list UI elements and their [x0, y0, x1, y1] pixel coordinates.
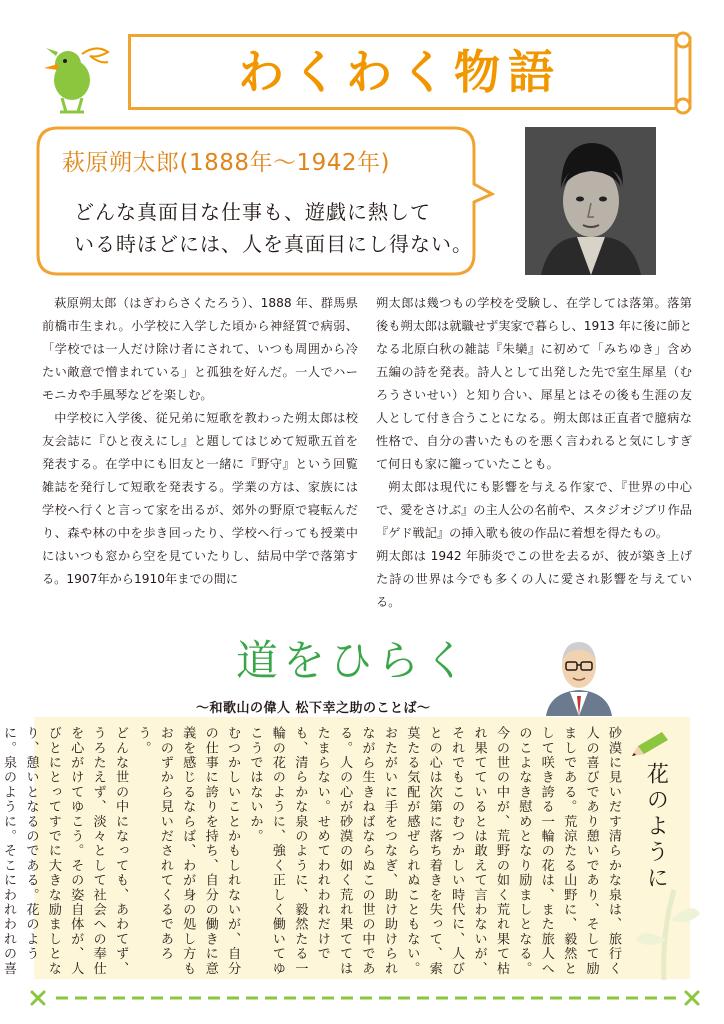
essay-body: [1, 726, 624, 978]
article-paragraph: 朔太郎は現代にも影響を与える作家で、『世界の中心で、愛をさけぶ』の主人公の名前や、スタジオジブリ作品『ゲド戦記』の挿入歌も彼の作品に着想を得たもの。: [376, 480, 692, 540]
footer-dashed-divider: [30, 980, 702, 1020]
matsushita-illustration: [540, 632, 618, 716]
quote-line-1: どんな真面目な仕事も、遊戯に熱して: [74, 200, 431, 224]
scroll-curl-decoration: [664, 30, 704, 114]
article-left-column: [42, 292, 358, 591]
bird-mascot-icon: [38, 34, 112, 120]
article-paragraph: 萩原朔太郎（はぎわらさくたろう）、1888 年、群馬県前橋市生まれ。小学校に入学した頃から神経質で病弱、「学校では一人だけ除け者にされて、いつも周囲から冷たい敵意で憎まれている」と孤独を好んだ。一人でハーモニカや手風琴などを楽しむ。: [42, 296, 358, 402]
essay-paragraph: どんな世の中になっても、あわてず、うろたえず、淡々として社会への奉仕を心がけてゆこう。その姿自体が、人びとにとってすでに大きな励ましとなり、憩いとなるのである。花のように。泉のように。そこにわれわれの喜: [1, 726, 129, 976]
essay-paragraph: 砂漠に見いだす清らかな泉は、旅行く人の喜びであり憩いであり、そして励ましである。荒涼たる山野に、毅然として咲き誇る一輪の花は、また旅人へのこよなき慰めとなり励ましとなる。: [516, 726, 621, 976]
author-portrait: [525, 127, 656, 275]
section-title: 道をひらく: [236, 636, 472, 685]
essay-title: 花のように: [643, 762, 669, 892]
quote-author: 萩原朔太郎(1888年〜1942年): [62, 150, 391, 176]
essay-paragraph: むつかしいことかもしれないが、自分の仕事に誇りを持ち、自分の働きに意義を感じるならば、わが身の処し方もおのずから見いだされてくるであろう。: [135, 726, 241, 976]
article-paragraph: 中学校に入学後、従兄弟に短歌を教わった朔太郎は校友会誌に『ひと夜えにし』と題してはじめて短歌五首を発表する。在学中にも旧友と一緒に『野守』という回覧雑誌を発行して短歌を発表する。学業の方は、家族には学校へ行くと言って家を出るが、郊外の野原で寝転んだり、森や林の中を歩き回ったり、学校へ行っても授業中にはいつも窓から空を見ていたりし、結局中学で落第する。1907年から1910年までの間に: [42, 411, 358, 586]
article-right-column: [376, 292, 692, 614]
essay-paragraph: 今の世の中が、荒野の如く荒れ果て枯れ果てているとは敢えて言わないが、それでもこのむつかしい時代に、人びとの心は次第に落ち着きを失って、索莫たる気配が感ぜられぬこともない。: [404, 726, 509, 976]
quote-line-2: いる時ほどには、人を真面目にし得ない。: [74, 232, 473, 256]
page-title: わくわく物語: [238, 45, 562, 99]
essay-paragraph: おたがいに手をつなぎ、助け助けられながら生きねばならぬこの世の中である。人の心が砂漠の如く荒れ果ててはたまらない。せめてわれわれだけでも、清らかな泉のように、毅然たる一輪の花のように、強く正しく働いてゆこうではないか。: [247, 726, 397, 976]
article-paragraph: 朔太郎は 1942 年肺炎でこの世を去るが、彼が築き上げた詩の世界は今でも多くの人に愛され影響を与えている。: [376, 549, 692, 609]
section-subtitle: 〜和歌山の偉人 松下幸之助のことば〜: [196, 701, 431, 716]
pencil-icon: [628, 730, 674, 760]
article-paragraph: 朔太郎は幾つもの学校を受験し、在学しては落第。落第後も朔太郎は就職せず実家で暮らし、1913 年に後に師となる北原白秋の雑誌『朱欒』に初めて「みちゆき」含め五編の詩を発表。詩人として出発した先で室生犀星（むろうさいせい）と知り合い、犀星とはその後も生涯の友人として付き合うことになる。朔太郎は正直者で臆病な性格で、自分の書いたものを悪く言われると気にしすぎて何日も家に籠っていたことも。: [376, 296, 692, 471]
